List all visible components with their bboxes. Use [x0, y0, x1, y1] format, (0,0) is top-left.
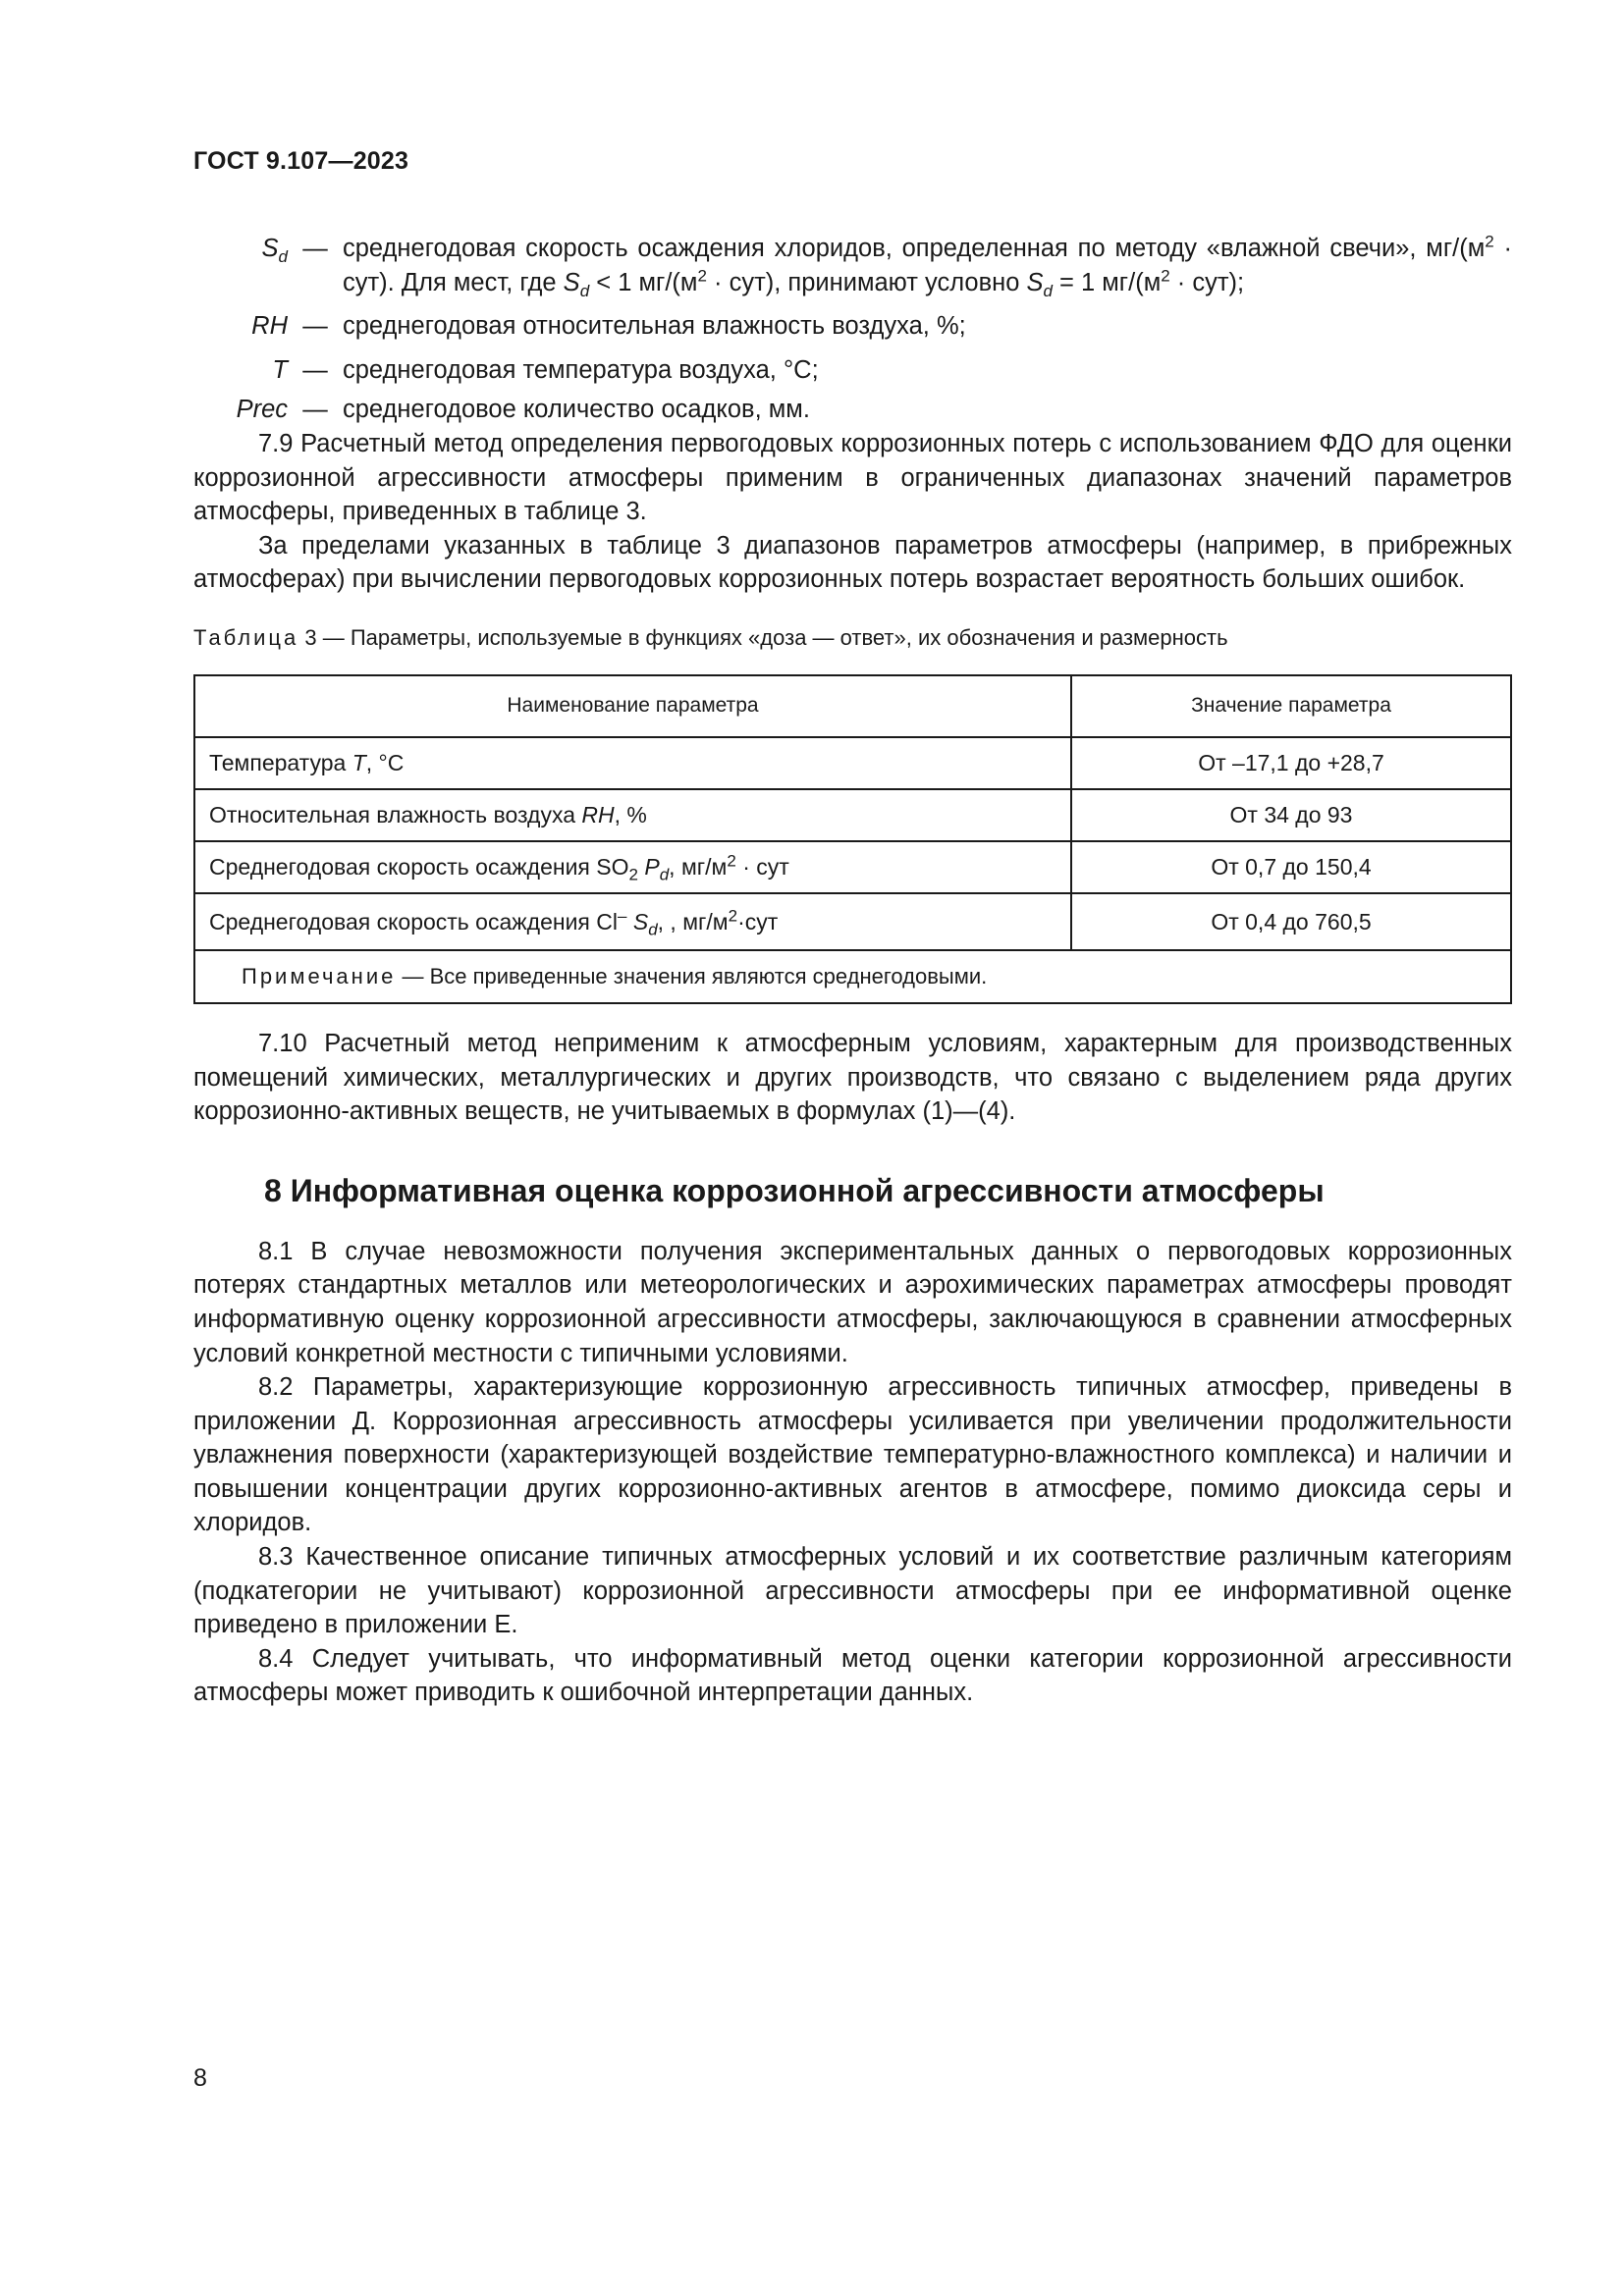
definition-sd — [193, 232, 1512, 299]
parameter-name: Среднегодовая скорость осаждения Cl– $S_d$, , $мг/м^2\cdot сут$ — [194, 893, 1071, 950]
table-note-text: — Все приведенные значения являются среднегодовыми. — [396, 963, 988, 988]
definition-dash: — — [302, 235, 328, 262]
definition-dash: — — [302, 355, 328, 384]
definition-dash: — — [302, 312, 328, 341]
definition-text: среднегодовая температура воздуха, °C; — [343, 355, 819, 384]
definition-symbol: Prec — [236, 396, 288, 424]
table-row — [194, 893, 1511, 950]
column-header-value: Значение параметра — [1071, 675, 1511, 737]
parameter-value: От 0,4 до 760,5 — [1071, 893, 1511, 950]
definition-symbol: $S_d$ — [261, 235, 288, 267]
paragraph-7-9-continued: За пределами указанных в таблице 3 диапазонов параметров атмосферы (например, в прибрежных атмосферах) при вычислении первогодовых коррозионных потерь возрастает вероятность больших ошибок. — [193, 531, 1512, 594]
table-row — [194, 789, 1511, 841]
paragraph-8-1: 8.1 В случае невозможности получения экспериментальных данных о первогодовых коррозионных потерях стандартных металлов или метеорологических и аэрохимических параметрах атмосферы проводят информативную оценку коррозионной агрессивности атмосферы, заключающуюся в сравнении атмосферных условий конкретной местности с типичными условиями. — [193, 1237, 1512, 1367]
definition-text: среднегодовая относительная влажность воздуха, %; — [343, 312, 966, 341]
paragraph-8-2: 8.2 Параметры, характеризующие коррозионную агрессивность типичных атмосфер, приведены в приложении Д. Коррозионная агрессивность атмосферы усиливается при увеличении продолжительности увлажнения поверхности (характеризующей воздействие температурно-влажностного комплекса) и наличии и повышении концентрации других коррозионно-активных агентов в атмосфере, помимо диоксида серы и хлоридов. — [193, 1373, 1512, 1537]
definition-prec — [193, 393, 1512, 427]
table-caption-label: Таблица — [193, 624, 299, 650]
paragraph-8-4: 8.4 Следует учитывать, что информативный метод оценки категории коррозионной агрессивности атмосферы может приводить к ошибочной интерпретации данных. — [193, 1644, 1512, 1707]
definition-symbol: RH — [251, 312, 288, 341]
table-caption-text: 3 — Параметры, используемые в функциях «доза — ответ», их обозначения и размерность — [298, 624, 1228, 650]
page-number: 8 — [193, 2064, 207, 2092]
document-body — [193, 232, 1512, 1710]
definition-symbol: T — [272, 355, 288, 384]
parameter-value: От 0,7 до 150,4 — [1071, 841, 1511, 893]
paragraph-7-9: 7.9 Расчетный метод определения первогодовых коррозионных потерь с использованием ФДО для оценки коррозионной агрессивности атмосферы применим в ограниченных диапазонах значений параметров атмосферы, приведенных в таблице 3. — [193, 429, 1512, 526]
section-8-heading: 8 Информативная оценка коррозионной агрессивности атмосферы — [264, 1172, 1325, 1208]
parameters-table — [193, 674, 1512, 1004]
parameter-value: От –17,1 до +28,7 — [1071, 737, 1511, 789]
table-row — [194, 841, 1511, 893]
document-header: ГОСТ 9.107—2023 — [193, 147, 409, 175]
column-header-name: Наименование параметра — [194, 675, 1071, 737]
definition-rh — [193, 309, 1512, 344]
paragraph-8-3: 8.3 Качественное описание типичных атмосферных условий и их соответствие различным категориям (подкатегории не учитывают) коррозионной агрессивности атмосферы при ее информативной оценке приведено в приложении Е. — [193, 1543, 1512, 1639]
parameter-value: От 34 до 93 — [1071, 789, 1511, 841]
definition-text: среднегодовая скорость осаждения хлоридов, определенная по методу «влажной свечи», $мг/(м^2 \cdot сут)$. Для мест, где $S_d < 1$ $мг/(м^2 \cdot сут)$, принимают условно $S_d = 1$ $мг/(м^2 \cdot сут)$; — [343, 232, 1512, 300]
definition-t — [193, 353, 1512, 388]
table-header-row — [194, 675, 1511, 737]
table-note — [194, 950, 1511, 1003]
table-note-label: Примечание — [242, 963, 397, 988]
paragraph-7-10: 7.10 Расчетный метод неприменим к атмосферным условиям, характерным для производственных помещений химических, металлургических и других производств, что связано с выделением ряда других коррозионно-активных веществ, не учитываемых в формулах (1)—(4). — [193, 1029, 1512, 1126]
table-note-row — [194, 950, 1511, 1003]
parameter-name: Относительная влажность воздуха RH, % — [194, 789, 1071, 841]
parameter-name: Среднегодовая скорость осаждения $SO_2$ $P_d$, $мг/м^2$ · сут — [194, 841, 1071, 893]
definition-dash: — — [302, 396, 328, 424]
table-row — [194, 737, 1511, 789]
parameter-name: Температура T, °C — [194, 737, 1071, 789]
table-caption — [193, 624, 1512, 652]
definition-text: среднегодовое количество осадков, мм. — [343, 396, 810, 424]
